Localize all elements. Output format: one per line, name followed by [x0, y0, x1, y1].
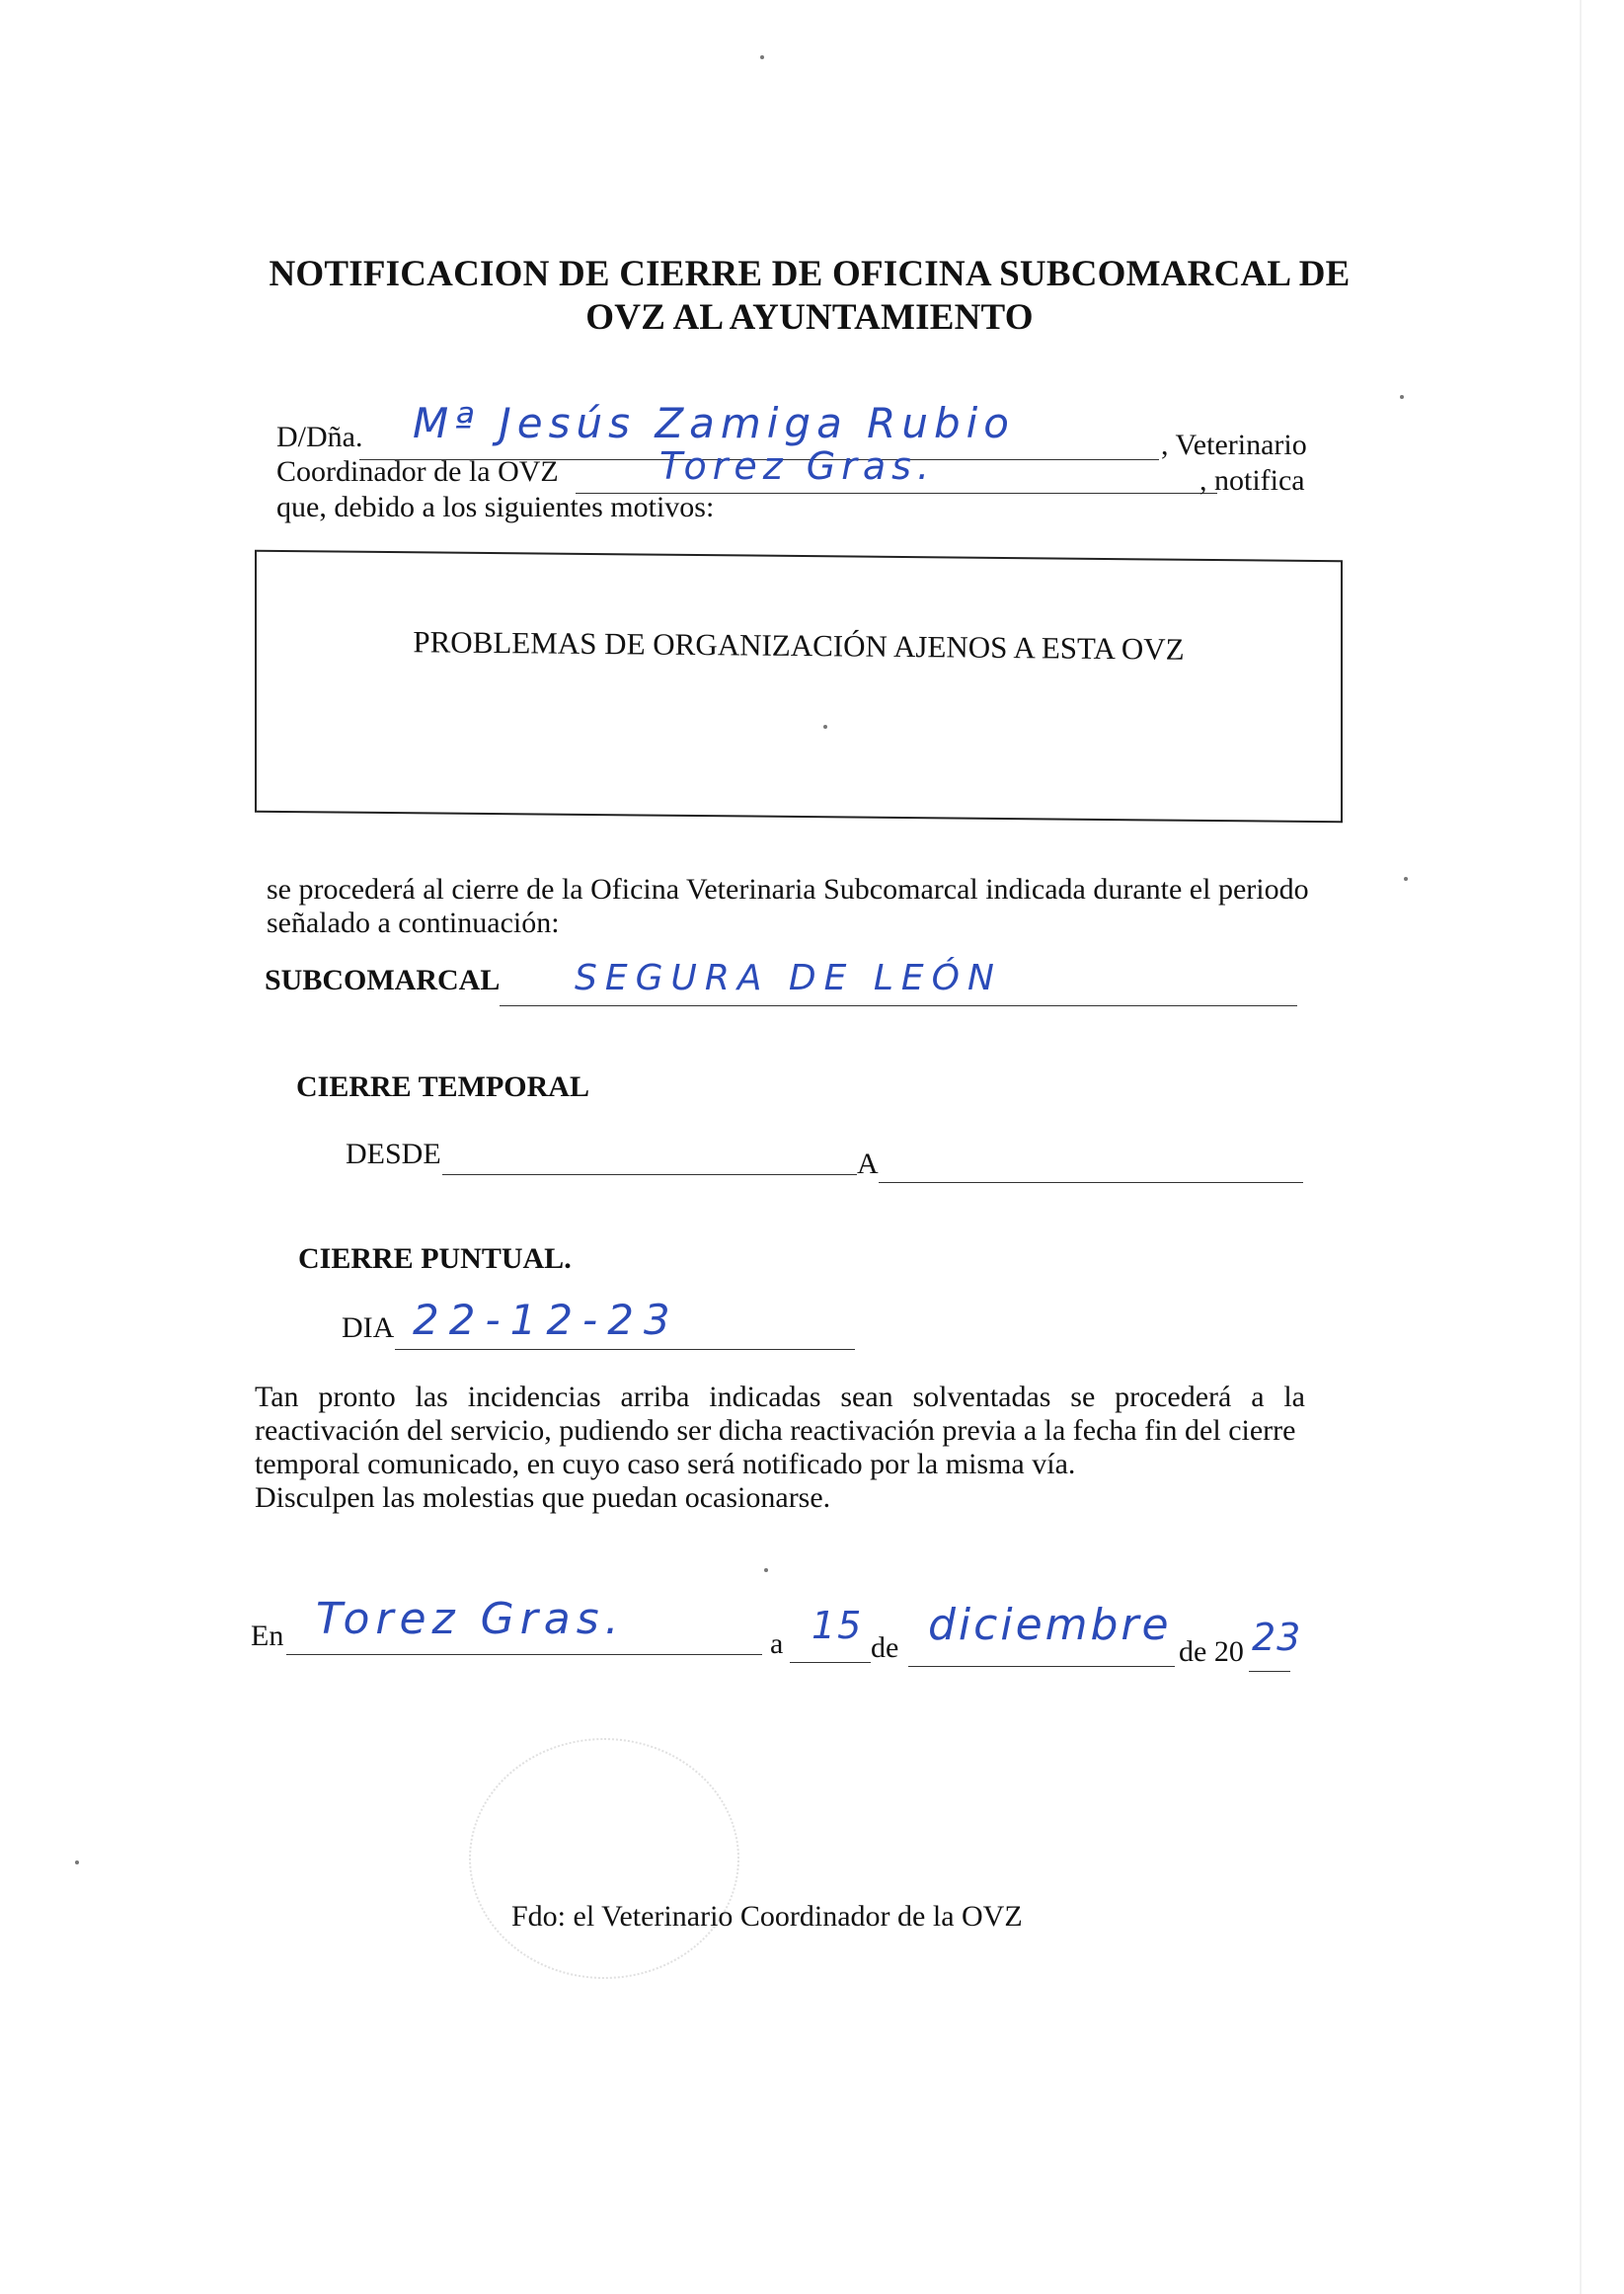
en-handwritten: Torez Gras.: [316, 1594, 625, 1644]
veterinario-label: , Veterinario: [1161, 429, 1307, 461]
dia-handwritten: 22-12-23: [413, 1296, 680, 1344]
ovz-handwritten: Torez Gras.: [659, 444, 936, 488]
scan-speck: [760, 55, 764, 59]
month-underline: [908, 1666, 1175, 1667]
ovz-label: Coordinador de la OVZ: [276, 455, 559, 488]
scan-speck: [75, 1860, 79, 1864]
scan-speck: [764, 1568, 768, 1572]
motivos-box: [255, 550, 1343, 824]
title-line-1: NOTIFICACION DE CIERRE DE OFICINA SUBCOMARCAL DE: [269, 254, 1351, 294]
motivos-text: PROBLEMAS DE ORGANIZACIÓN AJENOS A ESTA OVZ: [413, 624, 1185, 667]
paragraph-line-2: reactivación del servicio, pudiendo ser dicha reactivación previa a la fecha fin del cierre: [255, 1414, 1296, 1447]
signature-label: Fdo: el Veterinario Coordinador de la OVZ: [511, 1900, 1023, 1933]
scan-edge: [1580, 0, 1582, 2294]
notifica-label: , notifica: [1199, 464, 1305, 497]
en-label: En: [251, 1620, 284, 1652]
scan-speck: [1400, 395, 1404, 399]
cierre-temporal-heading: CIERRE TEMPORAL: [296, 1070, 589, 1103]
month-handwritten: diciembre: [928, 1600, 1172, 1650]
a-date-label: a: [770, 1627, 784, 1660]
en-underline: [286, 1654, 762, 1655]
title-line-2: OVZ AL AYUNTAMIENTO: [585, 297, 1034, 338]
de-label: de: [871, 1631, 899, 1664]
paragraph-line-1: Tan pronto las incidencias arriba indicadas sean solventadas se procederá a la: [255, 1381, 1305, 1413]
desde-label: DESDE: [346, 1138, 441, 1170]
paragraph-line-4: Disculpen las molestias que puedan ocasionarse.: [255, 1481, 831, 1514]
cierre-puntual-heading: CIERRE PUNTUAL.: [298, 1242, 572, 1275]
scan-speck: [823, 725, 827, 729]
paragraph-line-3: temporal comunicado, en cuyo caso será notificado por la misma vía.: [255, 1448, 1076, 1480]
year-handwritten: 23: [1252, 1616, 1302, 1659]
name-label: D/Dña.: [276, 421, 363, 453]
faint-stamp: [469, 1738, 739, 1979]
day-handwritten: 15: [812, 1604, 864, 1647]
subcomarcal-label: SUBCOMARCAL: [265, 964, 501, 996]
a-label: A: [857, 1147, 879, 1180]
closing-line-2: señalado a continuación:: [267, 907, 560, 939]
motivos-intro: que, debido a los siguientes motivos:: [276, 491, 715, 523]
dia-underline: [395, 1349, 855, 1350]
closing-line-1: se procederá al cierre de la Oficina Veterinaria Subcomarcal indicada durante el periodo: [267, 873, 1309, 906]
de-20-label: de 20: [1179, 1635, 1244, 1668]
a-underline: [879, 1182, 1303, 1183]
subcomarcal-underline: [500, 1005, 1297, 1006]
subcomarcal-handwritten: SEGURA DE LEÓN: [575, 958, 1002, 998]
scan-speck: [1404, 877, 1408, 881]
name-handwritten: Mª Jesús Zamiga Rubio: [413, 399, 1016, 447]
dia-label: DIA: [342, 1311, 395, 1344]
desde-underline: [442, 1174, 857, 1175]
year-underline: [1249, 1671, 1290, 1672]
day-underline: [790, 1662, 871, 1663]
document-title: [227, 253, 1392, 340]
